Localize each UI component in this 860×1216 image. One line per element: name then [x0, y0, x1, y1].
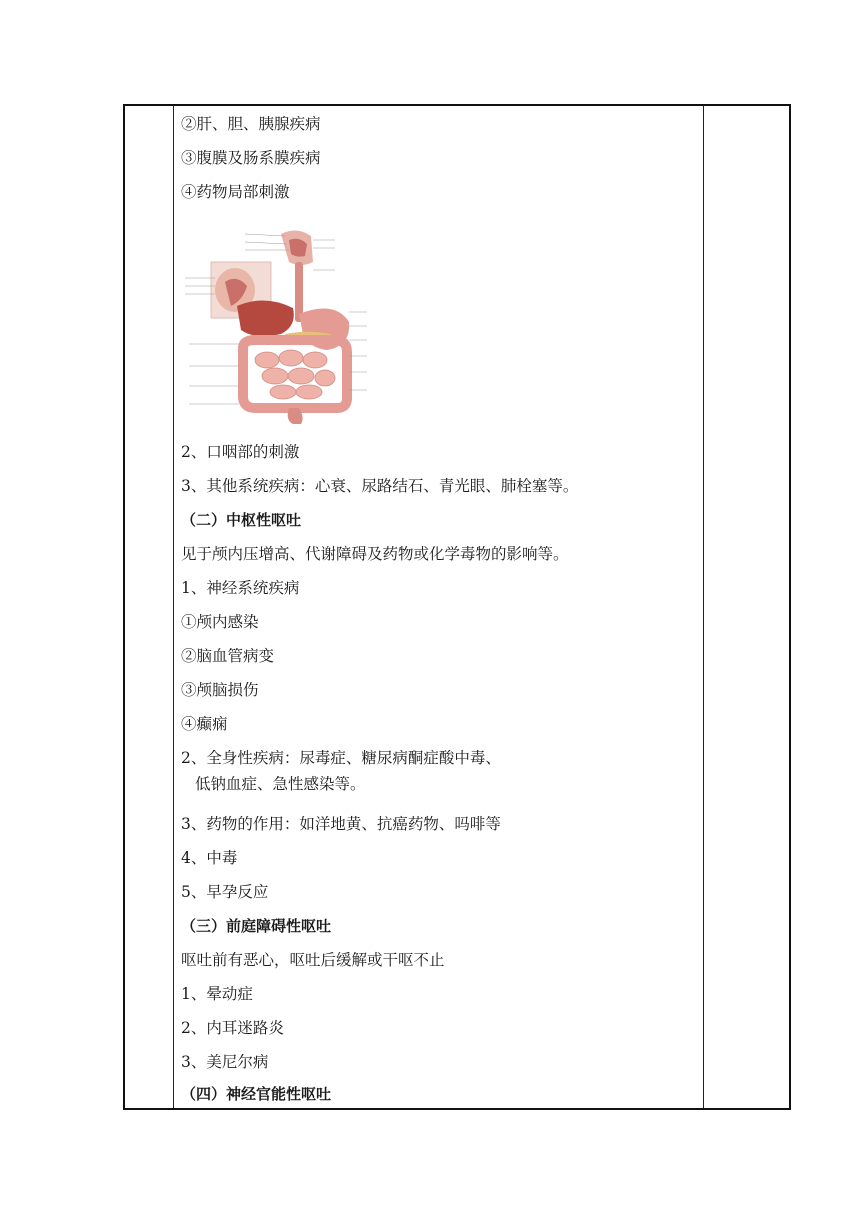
column-divider-right — [703, 106, 704, 1108]
text-line: ③腹膜及肠系膜疾病 — [181, 149, 321, 167]
column-divider-left — [173, 106, 174, 1108]
text-line: 4、中毒 — [181, 849, 238, 867]
digestive-system-anatomy-illustration — [185, 222, 381, 424]
section-heading: （二）中枢性呕吐 — [181, 511, 302, 529]
text-line: ④药物局部刺激 — [181, 183, 290, 201]
text-line: 3、美尼尔病 — [181, 1053, 269, 1071]
text-line: 2、内耳迷路炎 — [181, 1019, 284, 1037]
text-line: 呕吐前有恶心，呕吐后缓解或干呕不止 — [181, 951, 445, 969]
text-line: ①颅内感染 — [181, 613, 259, 631]
text-line: 见于颅内压增高、代谢障碍及药物或化学毒物的影响等。 — [181, 545, 569, 563]
text-line: ②脑血管病变 — [181, 647, 275, 665]
text-line: ④癫痫 — [181, 715, 228, 733]
text-line: 2、全身性疾病：尿毒症、糖尿病酮症酸中毒、 — [181, 749, 501, 767]
text-line: 1、晕动症 — [181, 985, 253, 1003]
text-line: 3、药物的作用：如洋地黄、抗癌药物、吗啡等 — [181, 815, 501, 833]
text-line: 3、其他系统疾病：心衰、尿路结石、青光眼、肺栓塞等。 — [181, 477, 579, 495]
section-heading: （三）前庭障碍性呕吐 — [181, 917, 332, 935]
text-line: 低钠血症、急性感染等。 — [195, 775, 366, 793]
text-line: ②肝、胆、胰腺疾病 — [181, 115, 321, 133]
document-table — [123, 104, 791, 1110]
text-line: ③颅脑损伤 — [181, 681, 259, 699]
text-line: 5、早孕反应 — [181, 883, 269, 901]
section-heading: （四）神经官能性呕吐 — [181, 1085, 332, 1103]
text-line: 2、口咽部的刺激 — [181, 443, 300, 461]
text-line: 1、神经系统疾病 — [181, 579, 300, 597]
